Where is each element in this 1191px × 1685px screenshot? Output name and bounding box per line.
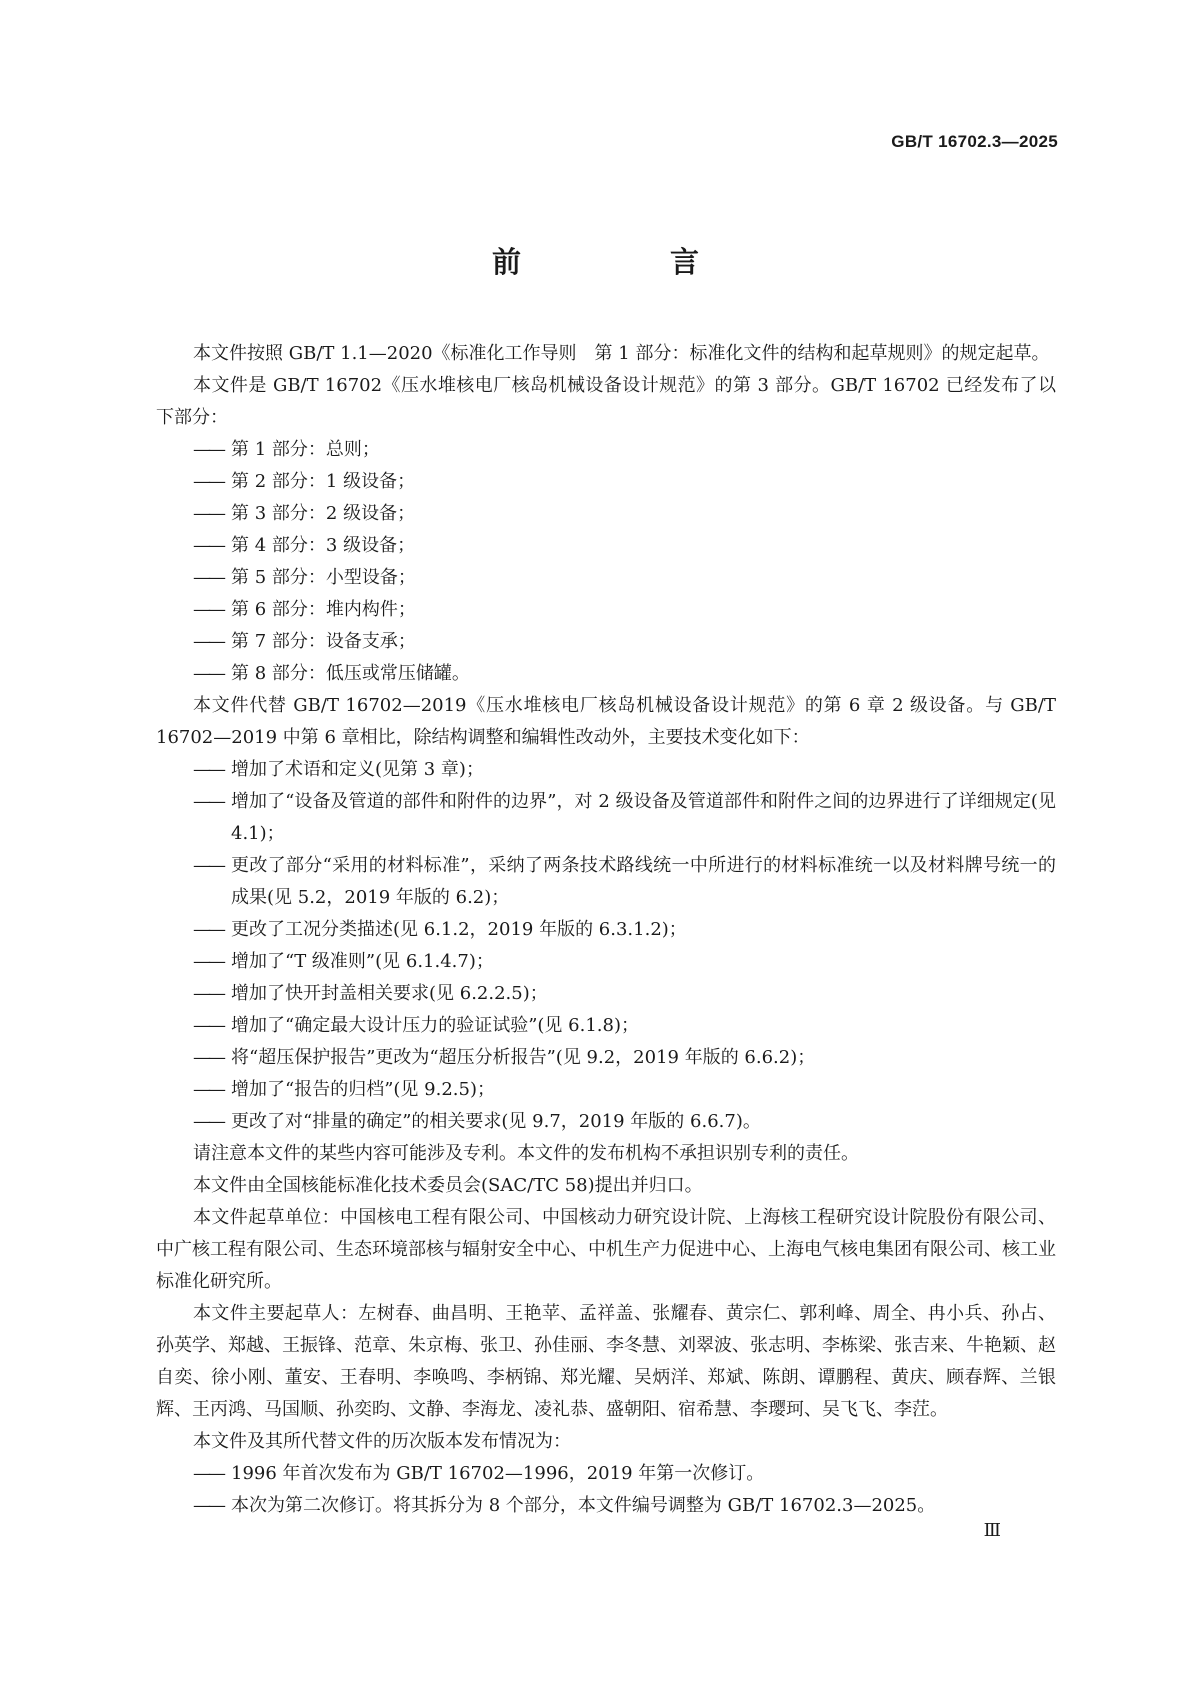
dash-mark: —— (193, 567, 223, 588)
parts-list (156, 434, 1056, 690)
history-intro: 本文件及其所代替文件的历次版本发布情况为： (193, 1431, 571, 1452)
list-item: —— 第 8 部分：低压或常压储罐。 (156, 658, 1056, 690)
dash-mark: —— (193, 1111, 223, 1132)
history-list (156, 1458, 1056, 1522)
drafting-rule-paragraph: 本文件按照 GB/T 1.1—2020《标准化工作导则 第 1 部分：标准化文件的结构和起草规则》的规定起草。 (193, 343, 1050, 364)
dash-mark: —— (193, 983, 223, 1004)
dash-mark: —— (193, 1047, 223, 1068)
dash-mark: —— (193, 535, 223, 556)
list-item: —— 增加了“报告的归档”(见 9.2.5)； (156, 1074, 1056, 1106)
list-item: —— 1996 年首次发布为 GB/T 16702—1996，2019 年第一次修订。 (156, 1458, 1056, 1490)
dash-mark: —— (193, 951, 223, 972)
list-item: —— 更改了部分“采用的材料标准”，采纳了两条技术路线统一中所进行的材料标准统一以及材料牌号统一的成果(见 5.2，2019 年版的 6.2)； (156, 850, 1056, 914)
list-item: —— 增加了快开封盖相关要求(见 6.2.2.5)； (156, 978, 1056, 1010)
list-item: —— 更改了对“排量的确定”的相关要求(见 9.7，2019 年版的 6.6.7)。 (156, 1106, 1056, 1138)
proposer-paragraph: 本文件由全国核能标准化技术委员会(SAC/TC 58)提出并归口。 (193, 1175, 703, 1196)
dash-mark: —— (193, 471, 223, 492)
list-item: —— 增加了术语和定义(见第 3 章)； (156, 754, 1056, 786)
foreword-body (156, 338, 1056, 1522)
dash-mark: —— (193, 1015, 223, 1036)
list-item: —— 第 6 部分：堆内构件； (156, 594, 1056, 626)
list-item: —— 第 1 部分：总则； (156, 434, 1056, 466)
drafters-paragraph: 本文件主要起草人：左树春、曲昌明、王艳苹、孟祥盖、张耀春、黄宗仁、郭利峰、周全、冉小兵、孙占、孙英学、郑越、王振锋、范章、朱京梅、张卫、孙佳丽、李冬慧、刘翠波、张志明、李栋梁、张吉来、牛艳颖、赵自奕、徐小刚、董安、王春明、李唤鸣、李柄锦、郑光耀、吴炳洋、郑斌、陈朗、谭鹏程、黄庆、顾春辉、兰银辉、王丙鸿、马国顺、孙奕昀、文静、李海龙、凌礼恭、盛朝阳、宿希慧、李璎珂、吴飞飞、李茳。 (156, 1303, 1056, 1420)
list-item: —— 增加了“确定最大设计压力的验证试验”(见 6.1.8)； (156, 1010, 1056, 1042)
page-number: Ⅲ (983, 1520, 1001, 1541)
dash-mark: —— (193, 663, 223, 684)
replacement-paragraph: 本文件代替 GB/T 16702—2019《压水堆核电厂核岛机械设备设计规范》的第 6 章 2 级设备。与 GB/T 16702—2019 中第 6 章相比，除结构调整和编辑性改动外，主要技术变化如下： (156, 695, 1056, 748)
dash-mark: —— (193, 919, 223, 940)
list-item: —— 第 7 部分：设备支承； (156, 626, 1056, 658)
dash-mark: —— (193, 1495, 223, 1516)
drafting-units-paragraph: 本文件起草单位：中国核电工程有限公司、中国核动力研究设计院、上海核工程研究设计院股份有限公司、中广核工程有限公司、生态环境部核与辐射安全中心、中机生产力促进中心、上海电气核电集团有限公司、核工业标准化研究所。 (156, 1207, 1056, 1292)
list-item: —— 增加了“T 级准则”(见 6.1.4.7)； (156, 946, 1056, 978)
standard-code: GB/T 16702.3—2025 (891, 132, 1058, 151)
series-paragraph: 本文件是 GB/T 16702《压水堆核电厂核岛机械设备设计规范》的第 3 部分。GB/T 16702 已经发布了以下部分： (156, 375, 1056, 428)
dash-mark: —— (193, 791, 223, 812)
dash-mark: —— (193, 503, 223, 524)
list-item: —— 第 2 部分：1 级设备； (156, 466, 1056, 498)
dash-mark: —— (193, 1463, 223, 1484)
list-item: —— 本次为第二次修订。将其拆分为 8 个部分，本文件编号调整为 GB/T 16702.3—2025。 (156, 1490, 1056, 1522)
dash-mark: —— (193, 759, 223, 780)
dash-mark: —— (193, 439, 223, 460)
page-title: 前 言 (491, 245, 759, 279)
dash-mark: —— (193, 855, 223, 876)
list-item: —— 第 4 部分：3 级设备； (156, 530, 1056, 562)
technical-changes-list (156, 754, 1056, 1138)
list-item: —— 第 5 部分：小型设备； (156, 562, 1056, 594)
list-item: —— 第 3 部分：2 级设备； (156, 498, 1056, 530)
list-item: —— 更改了工况分类描述(见 6.1.2，2019 年版的 6.3.1.2)； (156, 914, 1056, 946)
dash-mark: —— (193, 631, 223, 652)
list-item: —— 将“超压保护报告”更改为“超压分析报告”(见 9.2，2019 年版的 6.6.2)； (156, 1042, 1056, 1074)
dash-mark: —— (193, 1079, 223, 1100)
dash-mark: —— (193, 599, 223, 620)
list-item: —— 增加了“设备及管道的部件和附件的边界”，对 2 级设备及管道部件和附件之间的边界进行了详细规定(见 4.1)； (156, 786, 1056, 850)
patent-notice: 请注意本文件的某些内容可能涉及专利。本文件的发布机构不承担识别专利的责任。 (193, 1143, 859, 1164)
